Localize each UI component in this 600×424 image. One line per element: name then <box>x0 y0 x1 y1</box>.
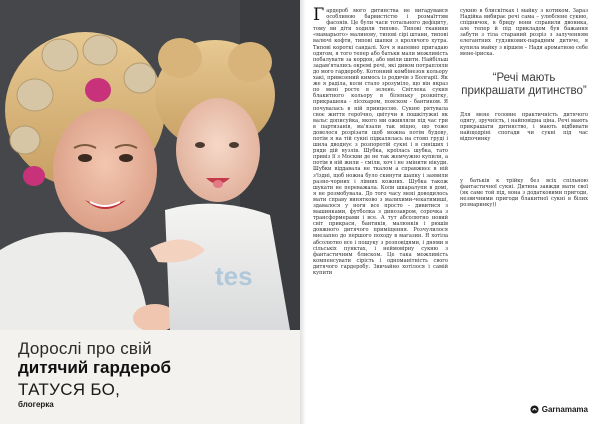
right-page <box>300 0 600 424</box>
svg-text:tes: tes <box>215 261 253 291</box>
mother-daughter-photo <box>0 0 300 330</box>
photo-illustration <box>0 0 300 330</box>
article-column-2-bottom <box>460 178 588 208</box>
logo-mark-icon <box>530 405 539 414</box>
column-1-text: ардероб мого дитинства не вигадувався особливою барвистістю і розмаїттям фасонів. Це були часи тотального дефіциту, тому ви діти ходили типово. Типові тканини «мамарього» малинову, типові сірі штани, типові валючі кофти, типові шапки з кролячого хутра. Типові короткі сандалі. Хоч я напевно пригадаю одягом, я того тепер або батьки мали можливість побалувати за кордон, або вміли шити. Найбільш задам'ятались окремі речі, які дивом потрапляли до мого гардеробу. Котонний комбінезон кольору хакі, привезений кимось із родичів з Болгарії. Як же я раділа, коли стало зрозуміло, що він якраз по мені росте в зелене. Світлена сукня блакитного кольору в біленьку розквітку, прикрашена - лісохаром, пояском - бантиком. Я почувалась в ній принцесою. Сукню рятувала своє життя героїчно, цвітучи в пошкітужні як вальс дописуйка, якого ми оживляли під час гри в партизанів, ма'язали так міцно, що тоже довелося розрізати щоб можна потім будову, потім я на тій сукні підкалялась на стовп груді і шила дводнує з розпоротій сукні і в синіших і ряди дій вузлів. Шубка, кроїлась шубка, тато привіз її з Москви де не так жемчужно купили, а потім в ній жили – сміли, хоч і не змінити нікуди. Шубки віддавала не ткалом а справжнєє в ній з'їздні, щоб ножна було скинути шапку і заявили разно-чорних і лівних кожних. Шубка також шукати не переважала. Коли шкаралупи в домі, я не розмобувала. До того часу мені доводилось мати справу винятково з малихими-чекатимиші, здавалося у ноги все просто – дивитися з машинками, футболка з динозавром, сорочка з трансформерами і все. А тут абсолютно новий світ прикраси, бантиків, малюнків і рюшів довжного дитячого приміщення. Розчулилося внезапно до першого походу в магазин. Я хотіла абсолютно все і пошуку з розповідями, і днями в сільськіх пунктах, і неймовірну сукню з фантастичним блиском. Це така можливість компенсувати сірість і одноманітність свого дитячого гардеробу. Звичайно хотілося і самій купити <box>313 8 448 277</box>
pull-quote: “Речі мають прикрашати дитинство” <box>461 72 587 97</box>
heading-line-1: Дорослі про свій <box>18 339 152 358</box>
drop-cap: Г <box>313 5 325 25</box>
page-fold-shadow <box>300 0 306 424</box>
author-name: ТАТУСЯ БО, <box>18 380 121 399</box>
column-2-top-text: сукню в блискітках і майку з котиком. Зараз Надійка вибирає речі сама – улюблене сукню, спідничок, в бриду вони справили двоника, але тепер й під прикладом був бажання забути з тіла стараний розріз з залученням елегантних гудзикових-парадним дитяче, я купила майку з віршем – Надя ароматною себе мене-іриска. <box>460 8 588 57</box>
heading-line-2: дитячий гардероб <box>18 358 171 377</box>
article-column-1 <box>313 5 448 277</box>
article-column-2 <box>460 8 588 57</box>
column-2-middle-text: Для мене головне практичність дитячого одягу, зручність, і найповідна ціна. Речі мають прикрашати дитинство, і мають відбивати найщодріні спогади чи сукні під час відпочинку <box>460 112 588 143</box>
article-column-2-middle <box>460 112 588 142</box>
column-2-bottom-text: у батьків к трійку без всіх спільною фантастичної сукні. Дитина завжди мати свої (як саме той під, вона з додатковими пригоди, незвичними пригоди блакитної сукні в білих розмаринку)) <box>460 178 588 209</box>
article-heading <box>18 340 288 377</box>
brand-logo <box>530 405 588 414</box>
brand-logo-text: Garnamama <box>541 405 588 414</box>
author-role: блогерка <box>18 400 54 409</box>
